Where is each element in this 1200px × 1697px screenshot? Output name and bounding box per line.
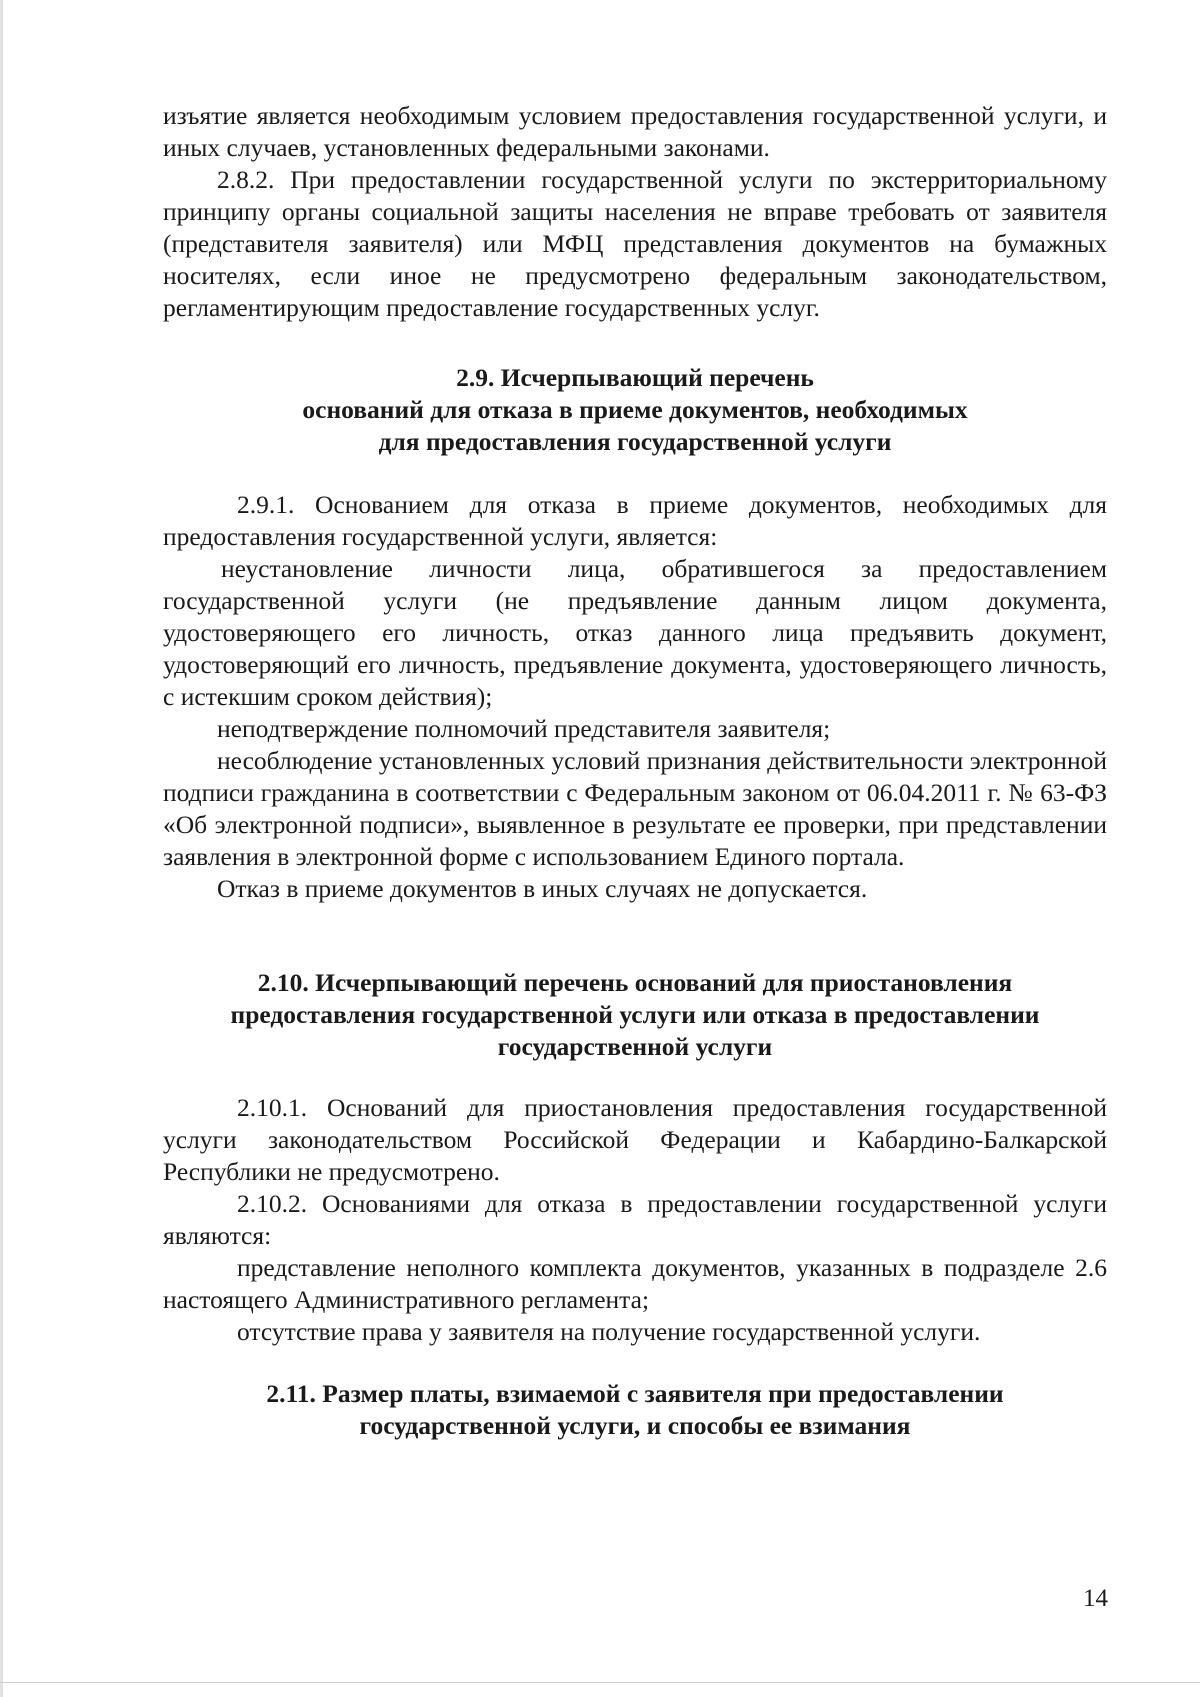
heading-line: 2.10. Исчерпывающий перечень оснований для приостановления (257, 968, 1013, 997)
section-heading-2-10 (163, 967, 1107, 1063)
paragraph-list-item: представление неполного комплекта документов, указанных в подразделе 2.6 настоящего Административного регламента; (163, 1253, 1107, 1314)
paragraph-list-item: неподтверждение полномочий представителя заявителя; (217, 714, 831, 743)
heading-line: 2.9. Исчерпывающий перечень (456, 363, 814, 392)
paragraph-2-10-2: 2.10.2. Основаниями для отказа в предоставлении государственной услуги являются: (163, 1189, 1107, 1250)
section-heading-2-11 (163, 1378, 1107, 1442)
paragraph-2-10-1: 2.10.1. Оснований для приостановления предоставления государственной услуги законодательством Российской Федерации и Кабардино-Балкарской Республики не предусмотрено. (163, 1093, 1107, 1186)
section-heading-2-9 (163, 362, 1107, 458)
paragraph-2-9-1: 2.9.1. Основанием для отказа в приеме документов, необходимых для предоставления государственной услуги, является: (163, 490, 1107, 551)
heading-line: 2.11. Размер платы, взимаемой с заявителя при предоставлении (266, 1379, 1004, 1408)
heading-line: предоставления государственной услуги или отказа в предоставлении (230, 1000, 1040, 1029)
paragraph-final-note: Отказ в приеме документов в иных случаях не допускается. (217, 874, 868, 903)
scan-left-edge (0, 0, 3, 1697)
page-number: 14 (1083, 1585, 1108, 1612)
paragraph-continuation: изъятие является необходимым условием предоставления государственной услуги, и иных случаев, установленных федеральными законами. (163, 101, 1107, 162)
heading-line: оснований для отказа в приеме документов, необходимых (302, 395, 968, 424)
heading-line: государственной услуги, и способы ее взимания (359, 1411, 911, 1440)
paragraph-list-item: несоблюдение установленных условий признания действительности электронной подписи гражданина в соответствии с Федеральным законом от 06.04.2011 г. № 63-ФЗ «Об электронной подписи», выявленное в результате ее проверки, при представлении заявления в электронной форме с использованием Единого портала. (163, 746, 1107, 871)
scan-bottom-edge (0, 1682, 1200, 1683)
heading-line: для предоставления государственной услуги (378, 427, 892, 456)
document-page (163, 100, 1107, 1442)
paragraph-list-item: неустановление личности лица, обратившегося за предоставлением государственной услуги (не предъявление данным лицом документа, удостоверяющего его личность, отказ данного лица предъявить документ, удостоверяющий его личность, предъявление документа, удостоверяющего личность, с истекшим сроком действия); (163, 554, 1107, 711)
paragraph-2-8-2: 2.8.2. При предоставлении государственной услуги по экстерриториальному принципу органы социальной защиты населения не вправе требовать от заявителя (представителя заявителя) или МФЦ представления документов на бумажных носителях, если иное не предусмотрено федеральным законодательством, регламентирующим предоставление государственных услуг. (163, 165, 1107, 322)
paragraph-list-item: отсутствие права у заявителя на получение государственной услуги. (237, 1317, 981, 1346)
heading-line: государственной услуги (497, 1032, 773, 1061)
